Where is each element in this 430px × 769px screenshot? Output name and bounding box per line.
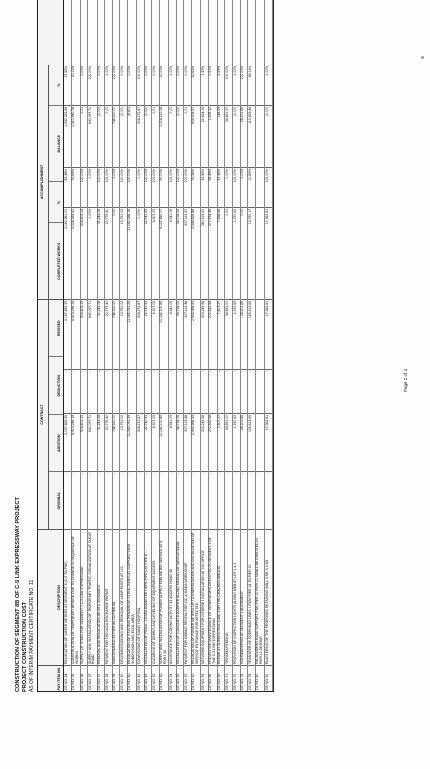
cell-pct: 90.00% bbox=[160, 167, 168, 207]
col-revised-header: REVISED bbox=[57, 320, 61, 337]
cell-bpct: 20.11% bbox=[71, 66, 76, 78]
rotated-sheet bbox=[15, 0, 415, 692]
cell-bpct: 100.00% bbox=[87, 66, 92, 80]
cell-done: 0.00% bbox=[88, 207, 96, 299]
contract-group-title: CONTRACT bbox=[38, 300, 49, 529]
cost-table bbox=[37, 0, 274, 692]
cell-add: 748,310.00 bbox=[113, 413, 120, 471]
cell-done: 6,307.05 bbox=[152, 207, 159, 299]
cell-pct: 82.48% bbox=[64, 167, 71, 207]
cell-bpct: 17.52% bbox=[63, 66, 68, 78]
cell-bpct: 0.00% bbox=[127, 66, 132, 76]
header-title: CONSTRUCTION OF SEGMENT 8B OF C-5 LINK EXPRESSWAY PROJECT bbox=[15, 497, 21, 692]
cell-orig: - bbox=[64, 471, 71, 529]
cell-bal: 28,201.66 bbox=[241, 105, 248, 167]
cell-item: CE NO. 35 bbox=[72, 665, 80, 691]
cell-rev: 1,370.63 bbox=[233, 299, 240, 369]
cell-bal: 0.01 bbox=[152, 105, 159, 167]
cell-ded: - bbox=[81, 369, 88, 413]
cell-orig: - bbox=[233, 471, 240, 529]
cell-rev: 28,201.66 bbox=[241, 299, 248, 369]
cell-pct: 100.00% bbox=[98, 167, 105, 207]
cell-orig: - bbox=[81, 471, 88, 529]
cell-rev: 31,243.08 bbox=[98, 299, 105, 369]
cell-done: 0.00 bbox=[113, 207, 120, 299]
header-certificate: AS OF INTERIM PAYMENT CERTIFICATE NO. 11 bbox=[29, 579, 35, 692]
accomplishment-group-title: ACCOMPLISHMENT bbox=[38, 65, 49, 299]
cell-bpct: 0.00% bbox=[119, 66, 124, 76]
cell-desc: FALSEWORKS BASE SUPPORT FOR PIER 10 PIER 10 SMALL BE CREDITED IN PIER 12 DETOUR bbox=[256, 529, 264, 665]
cell-pct: 100.00% bbox=[177, 167, 184, 207]
cell-desc: PAYMENT FOR MOBILE RENTAL FOR CIC & MADA WORKSHOP bbox=[184, 529, 191, 665]
cell-bpct: 0.00% bbox=[183, 66, 188, 76]
cell-rev: 11,062,091.29 bbox=[128, 299, 136, 369]
cell-done: 280,515.32 bbox=[201, 207, 208, 299]
cell-orig: - bbox=[120, 471, 127, 529]
cell-desc: RELOCATION OF WATER METERS AT SEGMENT 8 (C-5 TO PNR) bbox=[64, 529, 71, 665]
cell-bpct: 100.00% bbox=[224, 66, 229, 80]
cell-item: CE NO. 57 bbox=[184, 665, 191, 691]
cell-bal: 0.01 bbox=[81, 105, 88, 167]
cell-desc: TRINOMA FEEDING bbox=[225, 529, 232, 665]
cell-ded: - bbox=[169, 369, 176, 413]
cell-item: CE NO. 52 bbox=[152, 665, 159, 691]
cell-add: 308,272.87 bbox=[137, 413, 144, 471]
col-description-header: DESCRIPTION bbox=[38, 529, 63, 665]
cell-desc: PREVENTIVE MAINTENANCE OF GENERATORS DEPLOYED IN SEGMENT 3 OF THE C-5 LINK EXPRESSWAY bbox=[209, 529, 217, 665]
cell-done: 22,740.93 bbox=[145, 207, 152, 299]
cell-pct: 100.00% bbox=[128, 167, 136, 207]
cell-add: 11,062,091.29 bbox=[128, 413, 136, 471]
cell-ded: - bbox=[145, 369, 152, 413]
cell-orig: - bbox=[145, 471, 152, 529]
cell-ded: - bbox=[218, 369, 225, 413]
cell-desc: PLASTERING OF THE PROPOSED RETAINING WALL 5.5M X 3.5M bbox=[265, 529, 272, 665]
col-bal-pct-header: % bbox=[57, 83, 61, 87]
cell-rev: 504,403.15 bbox=[81, 299, 88, 369]
cell-ded: - bbox=[256, 369, 264, 413]
cell-pct bbox=[256, 167, 264, 207]
cell-desc: SUPPLY AND INSTALLATION OF POWER SUPPLY FOR METER SERVICE AT 8 PONT 38 bbox=[160, 529, 168, 665]
cell-bal: 1,342,323.88 bbox=[64, 105, 71, 167]
cell-bpct bbox=[256, 65, 264, 105]
scan-speck bbox=[421, 56, 424, 59]
cell-bpct: 0.00% bbox=[144, 66, 149, 76]
cell-add: 1,370.63 bbox=[233, 413, 240, 471]
cell-done: 13,790.17 bbox=[248, 207, 255, 299]
cell-orig: - bbox=[128, 471, 136, 529]
cell-add: 504,403.15 bbox=[81, 413, 88, 471]
cell-rev: 34,718.06 bbox=[177, 299, 184, 369]
page-number: Page 2 of 4 bbox=[403, 368, 408, 392]
cell-desc: SUPPLY OF STEEL FOR SEGMENT 7 C-5 LINK EXPRESSWAY bbox=[81, 529, 88, 665]
cell-ded: - bbox=[128, 369, 136, 413]
cell-bal: (0.01) bbox=[145, 105, 152, 167]
header-subtitle: PROJECT CONSTRUCTION COST bbox=[22, 601, 28, 692]
cell-ded: - bbox=[201, 369, 208, 413]
cell-orig: - bbox=[265, 471, 272, 529]
cell-rev: 22,740.93 bbox=[145, 299, 152, 369]
cell-pct: 100.00% bbox=[105, 167, 112, 207]
cell-bpct: 0.00% bbox=[104, 66, 109, 76]
col-completed-header: COMPLETED WORKS bbox=[49, 223, 63, 300]
cell-add: 28,201.66 bbox=[241, 413, 248, 471]
cell-orig: - bbox=[241, 471, 248, 529]
cell-item: CE NO. 42 bbox=[137, 665, 144, 691]
cell-done: 5,208,355.41 bbox=[72, 207, 80, 299]
cell-pct: 97.45% bbox=[218, 167, 225, 207]
cell-add: 22,740.93 bbox=[145, 413, 152, 471]
cell-desc: MAINTENANCE AT PIER 86 TO PIER 88 bbox=[113, 529, 120, 665]
cell-orig: - bbox=[248, 471, 255, 529]
cell-done: 2,344,626.86 bbox=[192, 207, 200, 299]
cell-item: CE NO. 81 bbox=[265, 665, 272, 691]
cell-bal: 0.00 bbox=[105, 105, 112, 167]
col-deduction-header: DEDUCTION bbox=[49, 357, 63, 415]
cell-bpct: 100.00% bbox=[112, 66, 117, 80]
cell-bpct: 0.00% bbox=[151, 66, 156, 76]
cell-ded: - bbox=[88, 369, 96, 413]
cell-ded: - bbox=[241, 369, 248, 413]
cell-item: CE NO. 41 bbox=[128, 665, 136, 691]
cell-pct: 100.00% bbox=[145, 167, 152, 207]
cell-pct: 0.00% bbox=[225, 167, 232, 207]
cell-done: 9,127,890.77 bbox=[160, 207, 168, 299]
cell-desc: INSTALLATION OF CONCRETE BARRIER ALONG MEDIAN OF NAVIGATIONAL bbox=[177, 529, 184, 665]
cell-bpct: 7.47% bbox=[200, 66, 205, 76]
cell-desc: RELOCATION OF EXISTING REMAINING STRUCTURES AT SUPPORT VIEW SUBDIVISION AND ECOL AREA bbox=[128, 529, 136, 665]
table-row bbox=[192, 0, 201, 691]
cell-orig: - bbox=[152, 471, 159, 529]
cell-ded: - bbox=[137, 369, 144, 413]
document-header bbox=[15, 0, 36, 692]
cell-item: CE NO. 76 bbox=[241, 665, 248, 691]
table-row bbox=[160, 0, 169, 691]
cell-ded: - bbox=[248, 369, 255, 413]
cell-bal: (0.00) bbox=[120, 105, 127, 167]
cell-rev: 303,249.58 bbox=[201, 299, 208, 369]
cell-bpct: 0.00% bbox=[176, 66, 181, 76]
cell-desc: REMOVAL AND RELOCATION OF BTC SIGNAGES bbox=[98, 529, 105, 665]
cell-ded: - bbox=[113, 369, 120, 413]
cell-bal: 112,823.48 bbox=[248, 105, 255, 167]
cell-bpct: 0.00% bbox=[232, 66, 237, 76]
cell-rev: 6,307.05 bbox=[152, 299, 159, 369]
cell-item: CE NO. 55 bbox=[177, 665, 184, 691]
col-addition-header: ADDITION bbox=[49, 414, 63, 472]
table-row bbox=[233, 0, 241, 691]
cell-desc: PROVISION OF INSPECTION LIGHTS ALONG MEB AT LOT 1 & 2 bbox=[233, 529, 240, 665]
cell-bpct: 0.00% bbox=[264, 66, 269, 76]
cell-orig: - bbox=[160, 471, 168, 529]
cell-item: CE NO. 54 bbox=[169, 665, 176, 691]
cell-done: 2,160,961.00 bbox=[64, 207, 71, 299]
table-row bbox=[218, 0, 226, 691]
cell-rev bbox=[256, 299, 264, 369]
cell-pct: 100.00% bbox=[184, 167, 191, 207]
cell-rev: 272,632.58 bbox=[209, 299, 217, 369]
cell-rev: 20,775.40 bbox=[105, 299, 112, 369]
cell-ded: - bbox=[177, 369, 184, 413]
cell-pct: 100.00% bbox=[233, 167, 240, 207]
cell-desc: ASSISTANCE FOR CORING ACTIVITY AT ACCESS ROAD 48 bbox=[169, 529, 176, 665]
cell-bpct: 20.63% bbox=[191, 66, 196, 78]
cell-bal: 0.00 bbox=[169, 105, 176, 167]
cell-item: CE NO. 34 bbox=[64, 665, 71, 691]
cell-pct: 100.00% bbox=[265, 167, 272, 207]
cell-done: 1,370.63 bbox=[233, 207, 240, 299]
cell-desc: DOWNSIZING OF KIANG HOSPITAL bbox=[137, 529, 144, 665]
cell-done bbox=[256, 207, 264, 299]
cell-item: CE NO. 37 bbox=[98, 665, 105, 691]
cell-done: 270,754.46 bbox=[209, 207, 217, 299]
cell-bal: 308,272.87 bbox=[137, 105, 144, 167]
cell-bal: 1,310,940.78 bbox=[72, 105, 80, 167]
cell-bal: 0.01 bbox=[184, 105, 191, 167]
cell-item: CE NO. 37 bbox=[88, 665, 96, 691]
cell-orig: - bbox=[256, 471, 264, 529]
cell-add: 6,307.05 bbox=[152, 413, 159, 471]
cell-rev: 126,613.65 bbox=[248, 299, 255, 369]
cell-desc: DECOMMISSIONING AND REMOVAL OF LAMP POSTS AT 102 bbox=[120, 529, 127, 665]
cell-bal: (6.87) bbox=[128, 105, 136, 167]
accomplishment-group-header bbox=[38, 65, 63, 299]
cell-add: 34,718.06 bbox=[177, 413, 184, 471]
cell-add: 7,807.27 bbox=[218, 413, 225, 471]
cell-add: 2,953,958.93 bbox=[192, 413, 200, 471]
cell-pct: 100.00% bbox=[152, 167, 159, 207]
cell-item: CE NO. 61 bbox=[192, 665, 200, 691]
cell-ded: - bbox=[184, 369, 191, 413]
cell-pct: 79.38% bbox=[192, 167, 200, 207]
cell-add: 2,157,855.35 bbox=[64, 413, 71, 471]
table-header bbox=[38, 0, 64, 691]
cell-bal: 1,014,210.08 bbox=[160, 105, 168, 167]
cell-desc: TRANSFER OF OVERHEAD LINES 1 ROW PIER 18 TO PIER 20 bbox=[248, 529, 255, 665]
cell-rev: 17,362.81 bbox=[265, 299, 272, 369]
cell-pct: 99.49% bbox=[209, 167, 217, 207]
cell-item: CE NO. 69 bbox=[218, 665, 225, 691]
cell-bpct: 0.00% bbox=[97, 66, 102, 76]
cell-bpct: 100.00% bbox=[240, 66, 245, 80]
cell-desc: CONSTRUCTION OF TEMPORARY BRIDGE DUE TO CHANGE IN SEQUENCE OF WORKS bbox=[72, 529, 80, 665]
cell-pct: 92.58% bbox=[201, 167, 208, 207]
table-row bbox=[105, 0, 113, 691]
cell-orig: - bbox=[72, 471, 80, 529]
cell-rev: 34,651.00 bbox=[225, 299, 232, 369]
cell-done: 0.00 bbox=[241, 207, 248, 299]
cell-add: 303,249.58 bbox=[201, 413, 208, 471]
cell-add: 4,541.09 bbox=[169, 413, 176, 471]
cell-add: 31,243.08 bbox=[98, 413, 105, 471]
cell-orig: - bbox=[184, 471, 191, 529]
cell-bpct: 100.00% bbox=[136, 66, 141, 80]
cell-rev: 4,541.09 bbox=[169, 299, 176, 369]
cell-item: CE NO. 43 bbox=[145, 665, 152, 691]
col-original-header: ORIGINAL bbox=[49, 472, 63, 530]
cell-done: 4,541.09 bbox=[169, 207, 176, 299]
table-row bbox=[128, 0, 137, 691]
cell-bal: 640,097.71 bbox=[88, 105, 96, 167]
cell-rev: 7,807.27 bbox=[218, 299, 225, 369]
cell-ded: - bbox=[225, 369, 232, 413]
cell-bal: 1,878.12 bbox=[209, 105, 217, 167]
cell-item: CE NO. 71 bbox=[225, 665, 232, 691]
cell-bal: 609,306.57 bbox=[192, 105, 200, 167]
cell-ded: - bbox=[64, 369, 71, 413]
cell-rev: 10,142,100.85 bbox=[160, 299, 168, 369]
table-body bbox=[64, 0, 273, 691]
cell-ded: - bbox=[209, 369, 217, 413]
cell-item: CE NO. 38 bbox=[105, 665, 112, 691]
cell-add: 17,362.81 bbox=[265, 413, 272, 471]
cell-desc: HOUSEKEEPING AT SEGMENT 3 ALIGNMENT bbox=[241, 529, 248, 665]
cell-ded: - bbox=[192, 369, 200, 413]
cell-orig: - bbox=[177, 471, 184, 529]
cell-bal: 148.59 bbox=[218, 105, 225, 167]
cell-ded: - bbox=[120, 369, 127, 413]
cell-rev: 748,310.00 bbox=[113, 299, 120, 369]
cell-orig: - bbox=[98, 471, 105, 529]
cell-pct: 100.00% bbox=[169, 167, 176, 207]
cell-item: CE NO. 65 bbox=[201, 665, 208, 691]
cell-orig: - bbox=[201, 471, 208, 529]
col-item-header: PAY ITEM NO. bbox=[38, 665, 63, 691]
cell-done: 307,113.47 bbox=[184, 207, 191, 299]
cell-rev: 2,157,855.35 bbox=[64, 299, 71, 369]
cell-ded: - bbox=[160, 369, 168, 413]
cell-desc: INSTALLATION OF PE&ia - 150MM DIAMETER HDPE PIPES AT PIPE 8 ... bbox=[145, 529, 152, 665]
cell-item: CE NO. 40 bbox=[120, 665, 127, 691]
cell-ded: - bbox=[72, 369, 80, 413]
cell-done: 504,403.14 bbox=[81, 207, 88, 299]
cell-done: 11,062,088.16 bbox=[128, 207, 136, 299]
cell-bal: (0.00) bbox=[265, 105, 272, 167]
cell-bal: 34,651.00 bbox=[225, 105, 232, 167]
cell-bpct: 0.00% bbox=[80, 66, 85, 76]
cell-bal: (0.00) bbox=[98, 105, 105, 167]
cell-done: 0.00 bbox=[225, 207, 232, 299]
cell-orig: - bbox=[192, 471, 200, 529]
cell-bpct: 89.11% bbox=[247, 66, 252, 78]
cell-add: 307,113.48 bbox=[184, 413, 191, 471]
col-balance-header: BALANCE bbox=[49, 105, 63, 182]
cell-done: 13,751.02 bbox=[120, 207, 127, 299]
cell-bal: 748,310.00 bbox=[113, 105, 120, 167]
cell-ded: - bbox=[152, 369, 159, 413]
cell-add: 13,751.02 bbox=[120, 413, 127, 471]
cell-bpct: 0.51% bbox=[208, 66, 213, 76]
cell-rev: 308,272.87 bbox=[137, 299, 144, 369]
cell-ded: - bbox=[233, 369, 240, 413]
cell-item: CE NO. 52 bbox=[160, 665, 168, 691]
cell-desc: RELOCATION OF POWER METERS UP TO ENERGIZATION AND INSTALLATION OF SERVICE ENTRANCE FOR AFFECTED bbox=[192, 529, 200, 665]
cell-item: CE NO. 66 bbox=[209, 665, 217, 691]
cell-add: 10,142,100.85 bbox=[160, 413, 168, 471]
cell-ded: - bbox=[265, 369, 272, 413]
cell-rev: 6,519,296.19 bbox=[72, 299, 80, 369]
cell-rev: 307,113.48 bbox=[184, 299, 191, 369]
cell-orig: - bbox=[218, 471, 225, 529]
cell-pct: 10.89% bbox=[248, 167, 255, 207]
cell-rev: 13,751.02 bbox=[120, 299, 127, 369]
cell-pct: 0.00% bbox=[137, 167, 144, 207]
cell-done: 7,658.68 bbox=[218, 207, 225, 299]
cell-orig: - bbox=[137, 471, 144, 529]
cell-pct: 79.89% bbox=[72, 167, 80, 207]
cell-desc: PAYMENT FOR THE LLDA DISCHARGE PERMIT bbox=[105, 529, 112, 665]
cell-desc: REPAIR AT SUPERSTRUCTURE FOR THE CRACKED AREA AT bbox=[218, 529, 225, 665]
cell-item: CE NO. 80 bbox=[256, 665, 264, 691]
cell-done: 31,243.08 bbox=[98, 207, 105, 299]
cell-orig: - bbox=[169, 471, 176, 529]
cell-bal: (0.00) bbox=[177, 105, 184, 167]
cell-done: 0.00% bbox=[137, 207, 144, 299]
cell-bal: (0.00) bbox=[233, 105, 240, 167]
cell-add: 20,775.40 bbox=[105, 413, 112, 471]
cell-item: CE NO. 72 bbox=[233, 665, 240, 691]
table-row bbox=[265, 0, 273, 691]
cell-desc: CLEARING OF DEBRIS AND LEVELING OF EQUIPMENT ACCESS bbox=[152, 529, 159, 665]
col-pct-header: % bbox=[49, 182, 63, 223]
cell-add: 34,651.00 bbox=[225, 413, 232, 471]
cell-pct: 100.00% bbox=[120, 167, 127, 207]
cell-item: CE NO. 78 bbox=[248, 665, 255, 691]
cell-pct: 0.00% bbox=[241, 167, 248, 207]
cell-pct: 0.00% bbox=[88, 167, 96, 207]
cell-rev: 640,097.71 bbox=[88, 299, 96, 369]
cell-done: 17,362.81 bbox=[265, 207, 272, 299]
cell-ded: - bbox=[105, 369, 112, 413]
cell-rev: 2,953,958.93 bbox=[192, 299, 200, 369]
cell-bpct: 2.55% bbox=[217, 66, 222, 76]
cell-orig: - bbox=[88, 471, 96, 529]
cell-desc: NETWORK EQUIPMENT FOR INTERNET INSTALLATION AT CIC OFFICE bbox=[201, 529, 208, 665]
cell-add: 6,519,296.19 bbox=[72, 413, 80, 471]
cell-orig: - bbox=[209, 471, 217, 529]
cell-orig: - bbox=[225, 471, 232, 529]
cell-add: 640,097.71 bbox=[88, 413, 96, 471]
cell-add bbox=[256, 413, 264, 471]
cell-bpct: 0.00% bbox=[168, 66, 173, 76]
cell-bal bbox=[256, 105, 264, 167]
table-row bbox=[225, 0, 233, 691]
cell-item: CE NO. 39 bbox=[113, 665, 120, 691]
cell-item: CE NO. 36 bbox=[81, 665, 88, 691]
cell-pct: 100.00% bbox=[81, 167, 88, 207]
cell-done: 34,718.06 bbox=[177, 207, 184, 299]
cell-orig: - bbox=[113, 471, 120, 529]
cell-done: 20,775.40 bbox=[105, 207, 112, 299]
cell-ded: - bbox=[98, 369, 105, 413]
cell-bal: 22,634.06 bbox=[201, 105, 208, 167]
cell-bpct: 10.00% bbox=[159, 66, 164, 78]
cell-orig: - bbox=[105, 471, 112, 529]
cell-add: 126,613.65 bbox=[248, 413, 255, 471]
cell-add: 272,632.58 bbox=[209, 413, 217, 471]
cell-pct: 0.00% bbox=[113, 167, 120, 207]
contract-group-header bbox=[38, 299, 63, 529]
cell-desc: SUPPLY AND INSTALLATION OF TEMPORARY TRAFFIC SIGNALIZATION AT SUCAT ROAD bbox=[88, 529, 96, 665]
table-row bbox=[256, 0, 265, 691]
